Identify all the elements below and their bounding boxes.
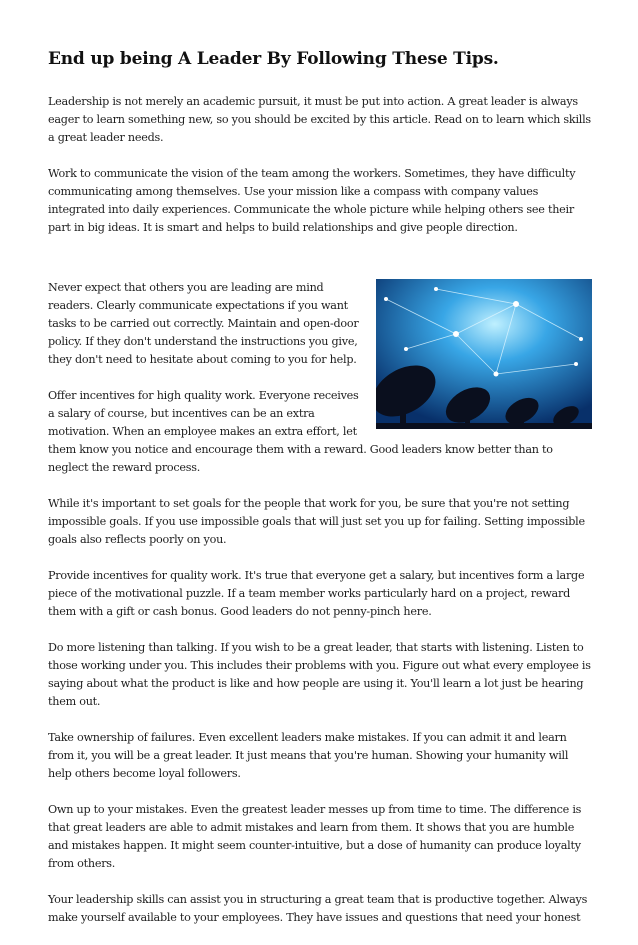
paragraph-3: Never expect that others you are leading are mind readers. Clearly communicate expectations if you want tasks to be carried out correctly. Maintain and open-door policy. If they don't understand the instructions you give, they don't need to hesitate about coming to you for help. xyxy=(48,281,359,366)
paragraph-10: Your leadership skills can assist you in structuring a great team that is productive together. Always make yourself available to your employees. They have issues and questions that need your honest xyxy=(48,893,588,924)
satellite-dish-network-icon xyxy=(376,279,592,429)
document-page xyxy=(48,48,592,945)
paragraph-1: Leadership is not merely an academic pursuit, it must be put into action. A great leader is always eager to learn something new, so you should be excited by this article. Read on to learn which skills a great leader needs. xyxy=(48,95,591,144)
paragraph-2: Work to communicate the vision of the team among the workers. Sometimes, they have difficulty communicating among themselves. Use your mission like a compass with company values integrated into daily experiences. Communicate the whole picture while helping others see their part in big ideas. It is smart and helps to build relationships and give people direction. xyxy=(48,167,576,234)
document-title: End up being A Leader By Following These Tips. xyxy=(48,49,499,69)
paragraph-8: Take ownership of failures. Even excellent leaders make mistakes. If you can admit it and learn from it, you will be a great leader. It just means that you're human. Showing your humanity will help others become loyal followers. xyxy=(48,731,569,780)
paragraph-4: Offer incentives for high quality work. Everyone receives a salary of course, but incentives can be an extra motivation. When an employee makes an extra effort, let them know you notice and encourage them with a reward. Good leaders know better than to neglect the reward process. xyxy=(48,389,553,474)
paragraph-5: While it's important to set goals for the people that work for you, be sure that you're not setting impossible goals. If you use impossible goals that will just set you up for failing. Setting impossible goals also reflects poorly on you. xyxy=(48,497,585,546)
paragraph-7: Do more listening than talking. If you wish to be a great leader, that starts with listening. Listen to those working under you. This includes their problems with you. Figure out what every employee is saying about what the product is like and how people are using it. You'll learn a lot just be hearing them out. xyxy=(48,641,591,708)
paragraph-9: Own up to your mistakes. Even the greatest leader messes up from time to time. The difference is that great leaders are able to admit mistakes and learn from them. It shows that you are humble and mistakes happen. It might seem counter-intuitive, but a dose of humanity can produce loyalty from others. xyxy=(48,803,582,870)
spacer xyxy=(48,255,592,279)
satellite-dish-image xyxy=(376,279,592,429)
paragraph-6: Provide incentives for quality work. It's true that everyone get a salary, but incentives form a large piece of the motivational puzzle. If a team member works particularly hard on a project, reward them with a gift or cash bonus. Good leaders do not penny-pinch here. xyxy=(48,569,585,618)
